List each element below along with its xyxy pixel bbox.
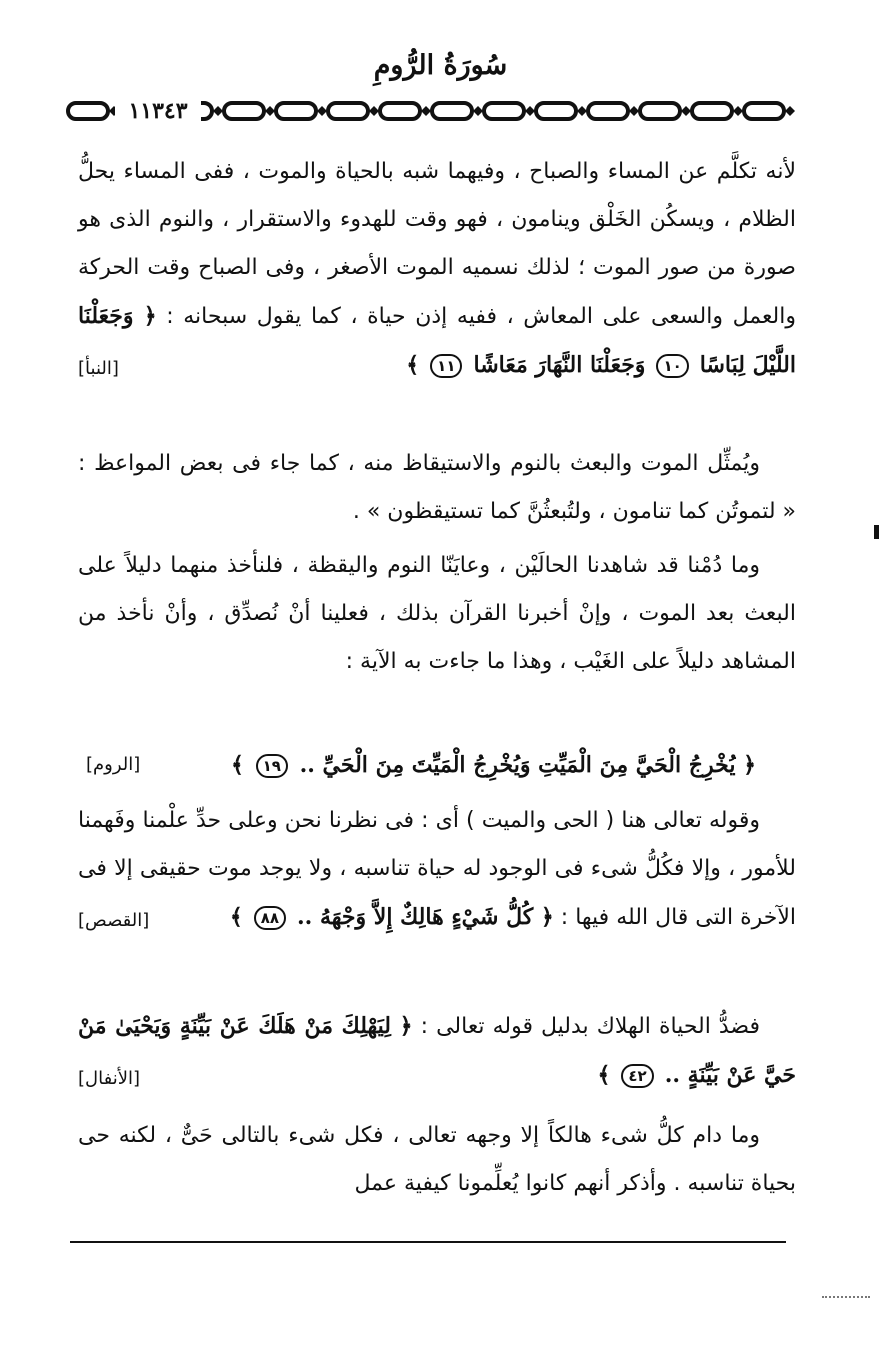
ayah-number-badge: ١٠	[656, 354, 688, 378]
footer-divider	[70, 1241, 786, 1243]
verse-close-bracket: ﴾	[231, 752, 244, 778]
paragraph-2	[78, 440, 796, 536]
page-number: ١١٣٤٣	[115, 94, 201, 128]
paragraph-6-text: وما دام كلُّ شىء هالكاً إلا وجهه تعالى ، فكل شىء بالتالى حَىٌّ ، لكنه حى بحياة تناسبه . وأذكر أنهم كانوا يُعلِّمونا كيفية عمل	[78, 1123, 796, 1196]
margin-mark	[874, 525, 879, 539]
surah-reference: [القصص]	[78, 910, 150, 931]
surah-reference: [النبأ]	[78, 358, 119, 379]
verse-close-bracket: ﴾	[406, 352, 420, 378]
paragraph-5-text: فضدُّ الحياة الهلاك بدليل قوله تعالى :	[420, 1014, 761, 1039]
quran-verse-naba-11: وَجَعَلْنَا النَّهَارَ مَعَاشًا	[473, 352, 646, 378]
ayah-number-badge: ٤٢	[621, 1064, 653, 1088]
quran-verse-naba-10: ﴿ وَجَعَلْنَا اللَّيْلَ لِبَاسًا	[78, 303, 796, 378]
paragraph-2-text: ويُمثِّل الموت والبعث بالنوم والاستيقاظ منه ، كما جاء فى بعض المواعظ : « لتموتُن كما تنامون ، ولتُبعثُنَّ كما تستيقظون » .	[78, 451, 796, 524]
paragraph-1-text: لأنه تكلَّم عن المساء والصباح ، وفيهما شبه بالحياة والموت ، ففى المساء يحلُّ الظلام ، ويسكُن الخَلْق وينامون ، فهو وقت للهدوء والاستقرار ، والنوم الذى هو صورة من صور الموت ؛ لذلك نسميه الموت الأصغر ، وفى الصباح وقت الحركة والعمل والسعى على المعاش ، ففيه إذن حياة ، كما يقول سبحانه :	[78, 159, 796, 329]
verse-text: ﴿ يُخْرِجُ الْحَيَّ مِنَ الْمَيِّتِ وَيُخْرِجُ الْمَيِّتَ مِنَ الْحَيِّ ..	[299, 752, 756, 778]
paragraph-3-text: وما دُمْنا قد شاهدنا الحالَيْن ، وعايَنّا النوم واليقظة ، فلنأخذ منهما دليلاً على البعث بعد الموت ، وإنْ أخبرنا القرآن بذلك ، فعلينا أنْ نُصدِّق ، وأنْ نأخذ من المشاهد دليلاً على الغَيْب ، وهذا ما جاءت به الآية :	[78, 553, 796, 674]
surah-reference: [الروم]	[86, 754, 141, 775]
ayah-number-badge: ١٩	[256, 754, 288, 778]
paragraph-1	[78, 148, 796, 393]
quran-verse-rum-19	[78, 744, 796, 786]
surah-reference: [الأنفال]	[78, 1068, 140, 1089]
verse-text-wrap	[231, 744, 756, 786]
surah-title: سُورَةُ الرُّومِ	[373, 50, 508, 81]
scan-dots	[822, 1296, 870, 1298]
ayah-number-badge: ٨٨	[254, 906, 286, 930]
paragraph-4	[78, 797, 796, 945]
paragraph-3	[78, 542, 796, 686]
verse-close-bracket: ﴾	[229, 904, 243, 930]
paragraph-6	[78, 1112, 796, 1208]
paragraph-4-text: وقوله تعالى هنا ( الحى والميت ) أى : فى نظرنا نحن وعلى حدِّ علْمنا وفَهمنا للأمور ، وإلا فكُلُّ شىء فى الوجود له حياة تناسبه ، ولا يوجد موت حقيقى إلا فى الآخرة التى قال الله فيها :	[78, 808, 796, 930]
paragraph-5	[78, 1002, 796, 1103]
verse-close-bracket: ﴾	[597, 1062, 611, 1088]
quran-verse-anfal-42: ﴿ لِيَهْلِكَ مَنْ هَلَكَ عَنْ بَيِّنَةٍ وَيَحْيَىٰ مَنْ حَيَّ عَنْ بَيِّنَةٍ ..	[78, 1013, 796, 1088]
ayah-number-badge: ١١	[430, 354, 462, 378]
quran-verse-qasas-88: ﴿ كُلُّ شَيْءٍ هَالِكٌ إِلاَّ وَجْهَهُ ..	[297, 904, 554, 930]
